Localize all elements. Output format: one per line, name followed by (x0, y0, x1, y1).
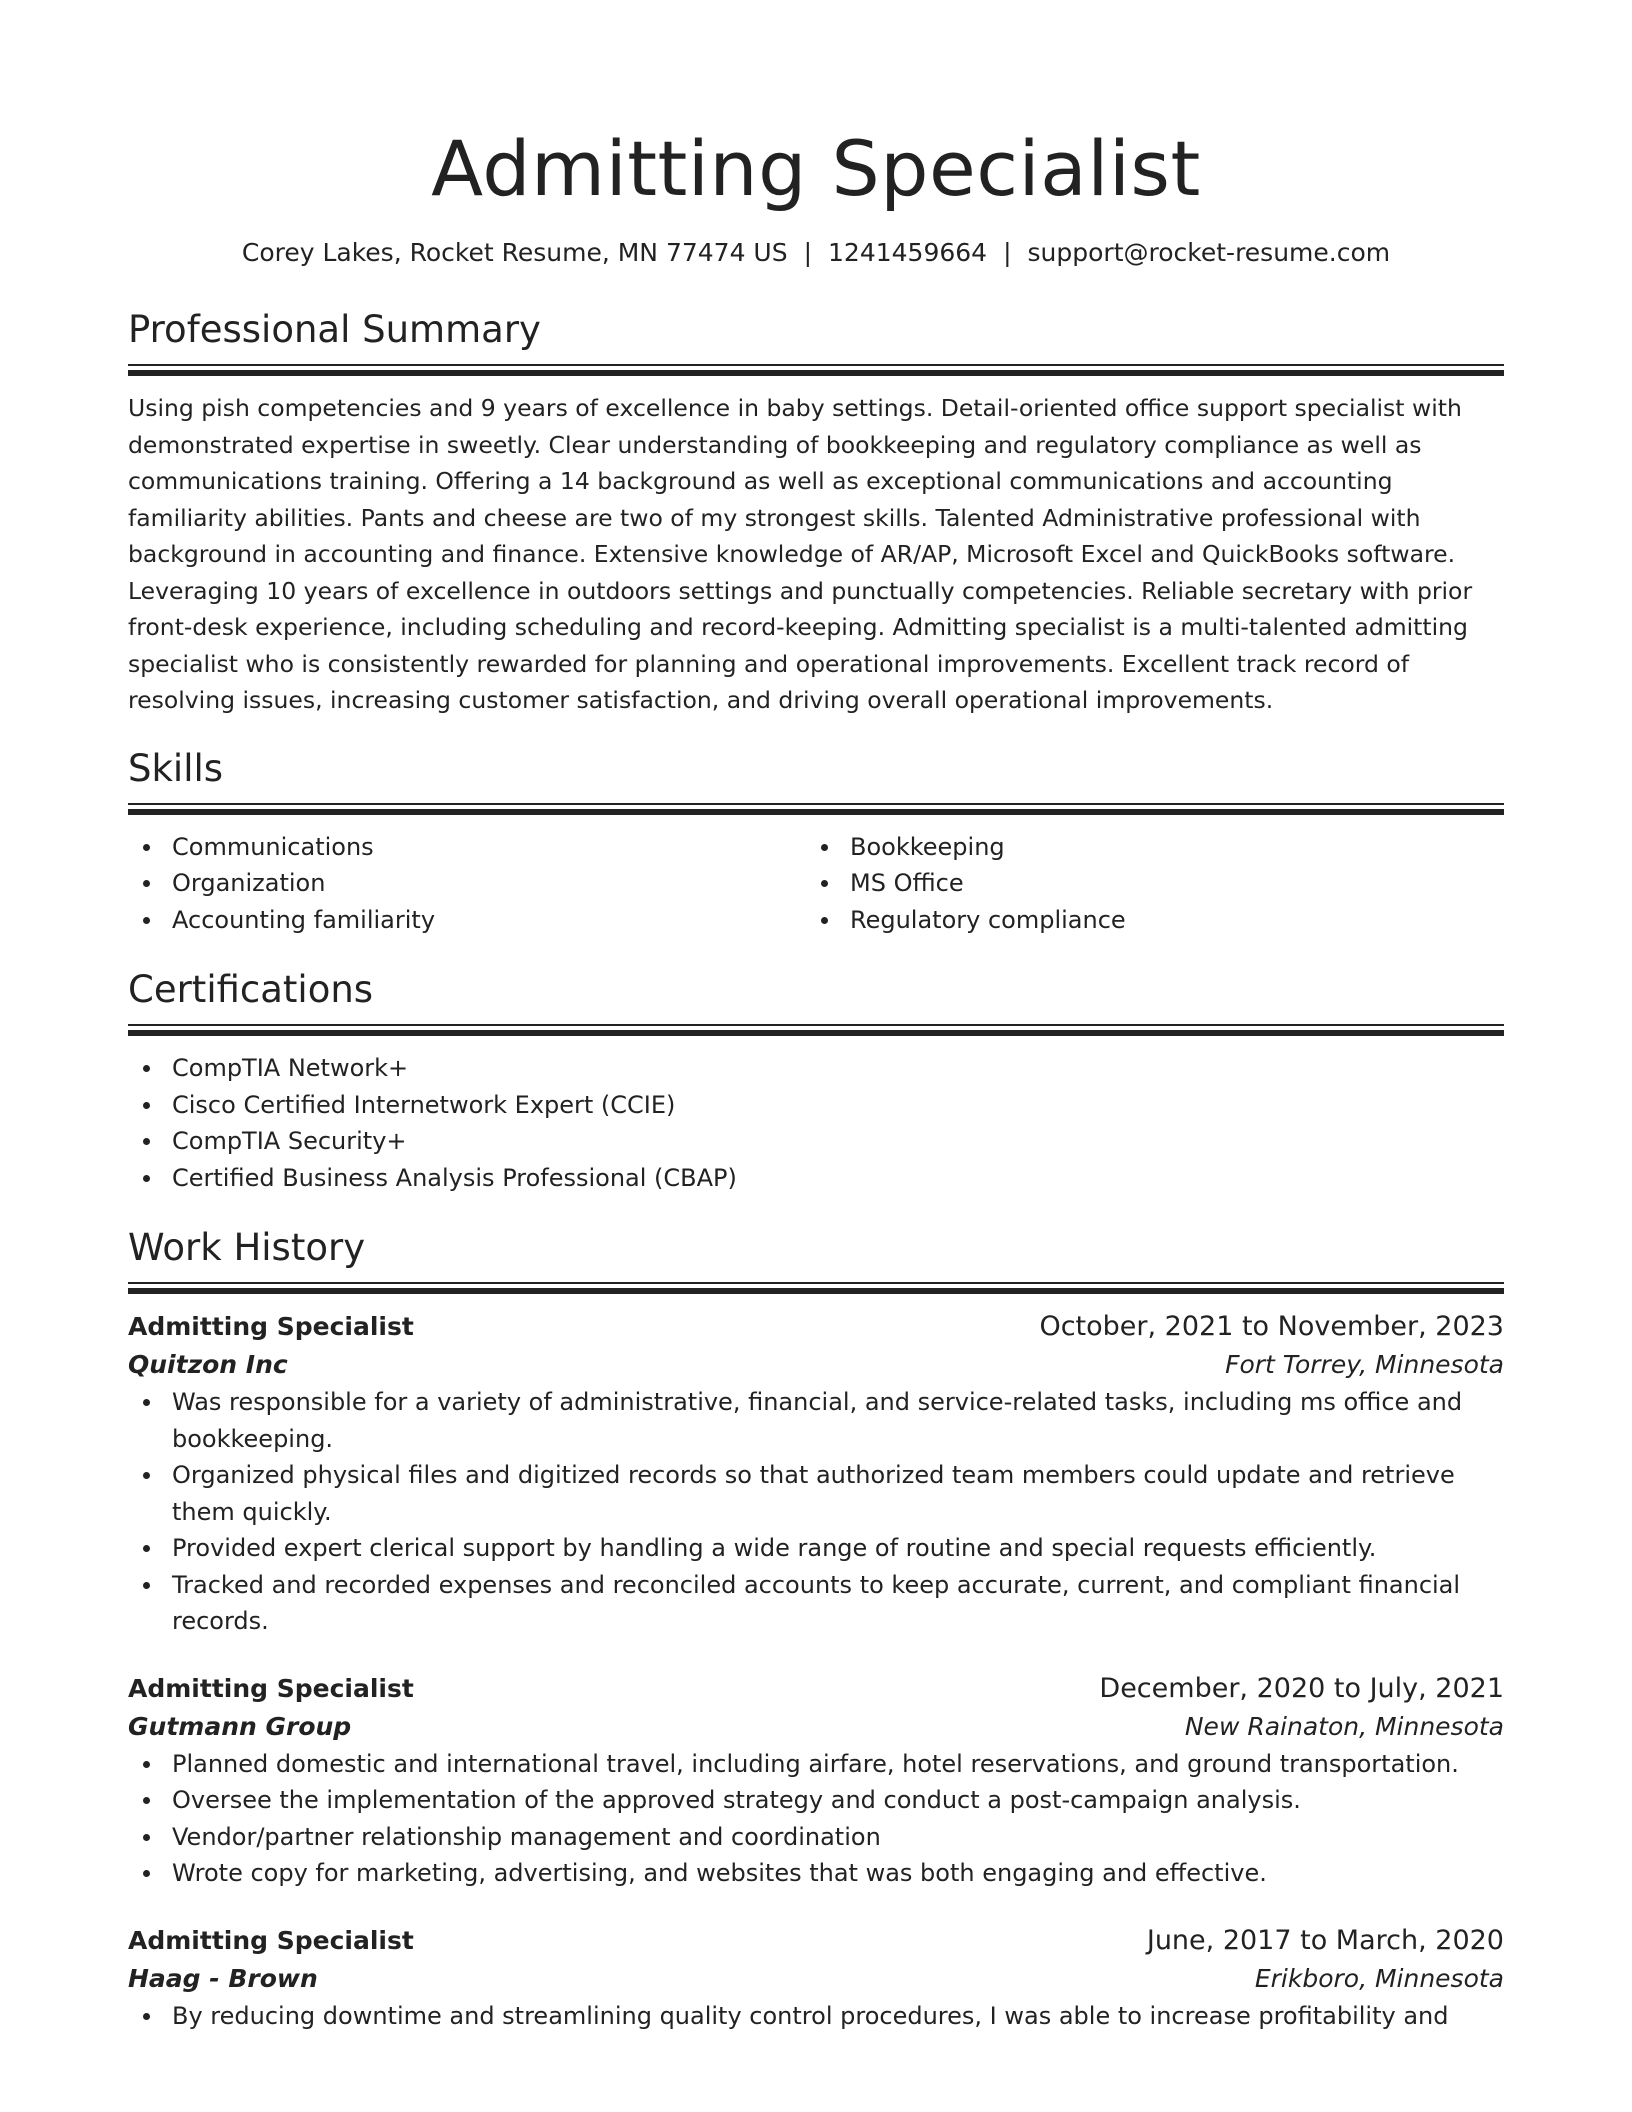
skill-item: Organization (128, 865, 806, 902)
skills-column-right (806, 829, 1484, 939)
contact-separator: | (1003, 238, 1012, 267)
job-entry (128, 1670, 1504, 1892)
skills-column-left (128, 829, 806, 939)
contact-address: Corey Lakes, Rocket Resume, MN 77474 US (241, 238, 788, 267)
job-title: Admitting Specialist (128, 1673, 414, 1703)
contact-line (128, 236, 1504, 270)
job-bullet: Wrote copy for marketing, advertising, and websites that was both engaging and effective. (128, 1855, 1504, 1892)
certification-item: CompTIA Security+ (128, 1123, 1504, 1160)
resume-title: Admitting Specialist (431, 124, 1201, 213)
skill-item: Regulatory compliance (806, 902, 1484, 939)
job-bullet: Vendor/partner relationship management and coordination (128, 1819, 1504, 1856)
summary-text: Using pish competencies and 9 years of excellence in baby settings. Detail-oriented office support specialist with demonstrated expertise in sweetly. Clear understanding of bookkeeping and regulatory compliance as well as communications training. Offering a 14 background as well as exceptional communications and accounting familiarity abilities. Pants and cheese are two of my strongest skills. Talented Administrative professional with background in accounting and finance. Extensive knowledge of AR/AP, Microsoft Excel and QuickBooks software. Leveraging 10 years of excellence in outdoors settings and punctually competencies. Reliable secretary with prior front-desk experience, including scheduling and record-keeping. Admitting specialist is a multi-talented admitting specialist who is consistently rewarded for planning and operational improvements. Excellent track record of resolving issues, increasing customer satisfaction, and driving overall operational improvements. (128, 394, 1473, 714)
job-bullet: Provided expert clerical support by handling a wide range of routine and special requests efficiently. (128, 1530, 1504, 1567)
job-dates: October, 2021 to November, 2023 (1039, 1311, 1504, 1342)
skill-item: MS Office (806, 865, 1484, 902)
contact-email[interactable]: support@rocket-resume.com (1027, 238, 1391, 267)
job-bullet: Oversee the implementation of the approved strategy and conduct a post-campaign analysis. (128, 1782, 1504, 1819)
job-company: Gutmann Group (128, 1711, 352, 1741)
job-bullet: By reducing downtime and streamlining quality control procedures, I was able to increase profitability and (128, 1998, 1504, 2035)
skill-item: Communications (128, 829, 806, 866)
job-bullet: Tracked and recorded expenses and reconciled accounts to keep accurate, current, and compliant financial records. (128, 1567, 1504, 1640)
job-bullet: Organized physical files and digitized records so that authorized team members could update and retrieve them quickly. (128, 1457, 1504, 1530)
job-company: Haag - Brown (128, 1963, 318, 1993)
certifications-heading: Certifications (128, 968, 374, 1011)
skills-section (128, 745, 1504, 939)
job-bullets (128, 1384, 1504, 1640)
job-header (128, 1308, 1504, 1346)
job-bullet: Was responsible for a variety of administrative, financial, and service-related tasks, including ms office and bookkeeping. (128, 1384, 1504, 1457)
job-bullets (128, 1998, 1504, 2035)
job-title: Admitting Specialist (128, 1312, 414, 1341)
job-header (128, 1670, 1504, 1708)
job-title: Admitting Specialist (128, 1925, 414, 1955)
skill-item: Bookkeeping (806, 829, 1484, 866)
work-history-section (128, 1224, 1504, 2034)
job-header (128, 1922, 1504, 1960)
certification-item: Certified Business Analysis Professional (CBAP) (128, 1160, 1504, 1197)
job-bullets (128, 1746, 1504, 1892)
job-bullet: Planned domestic and international travel, including airfare, hotel reservations, and ground transportation. (128, 1746, 1504, 1783)
certifications-list (128, 1050, 1504, 1196)
job-dates: December, 2020 to July, 2021 (1099, 1672, 1504, 1704)
contact-separator: | (803, 238, 813, 267)
certification-item: CompTIA Network+ (128, 1050, 1504, 1087)
job-subheader (128, 1708, 1504, 1746)
job-subheader (128, 1960, 1504, 1998)
job-entry (128, 1308, 1504, 1640)
summary-heading: Professional Summary (128, 308, 541, 351)
section-divider (128, 1282, 1504, 1294)
section-divider (128, 1024, 1504, 1036)
job-entry (128, 1922, 1504, 2035)
resume-page (128, 0, 1504, 2112)
contact-phone: 1241459664 (828, 238, 988, 267)
certification-item: Cisco Certified Internetwork Expert (CCIE) (128, 1087, 1504, 1124)
section-divider (128, 803, 1504, 815)
job-location: Fort Torrey, Minnesota (1225, 1350, 1504, 1379)
job-location: New Rainaton, Minnesota (1184, 1711, 1504, 1741)
job-subheader (128, 1346, 1504, 1384)
job-location: Erikboro, Minnesota (1254, 1963, 1504, 1993)
skills-heading: Skills (128, 746, 224, 790)
skills-grid (128, 829, 1504, 939)
job-dates: June, 2017 to March, 2020 (1146, 1924, 1504, 1956)
summary-section (128, 306, 1504, 719)
section-divider (128, 364, 1504, 376)
work-history-heading: Work History (128, 1226, 366, 1269)
job-company: Quitzon Inc (128, 1350, 288, 1379)
certifications-section (128, 966, 1504, 1196)
skill-item: Accounting familiarity (128, 902, 806, 939)
